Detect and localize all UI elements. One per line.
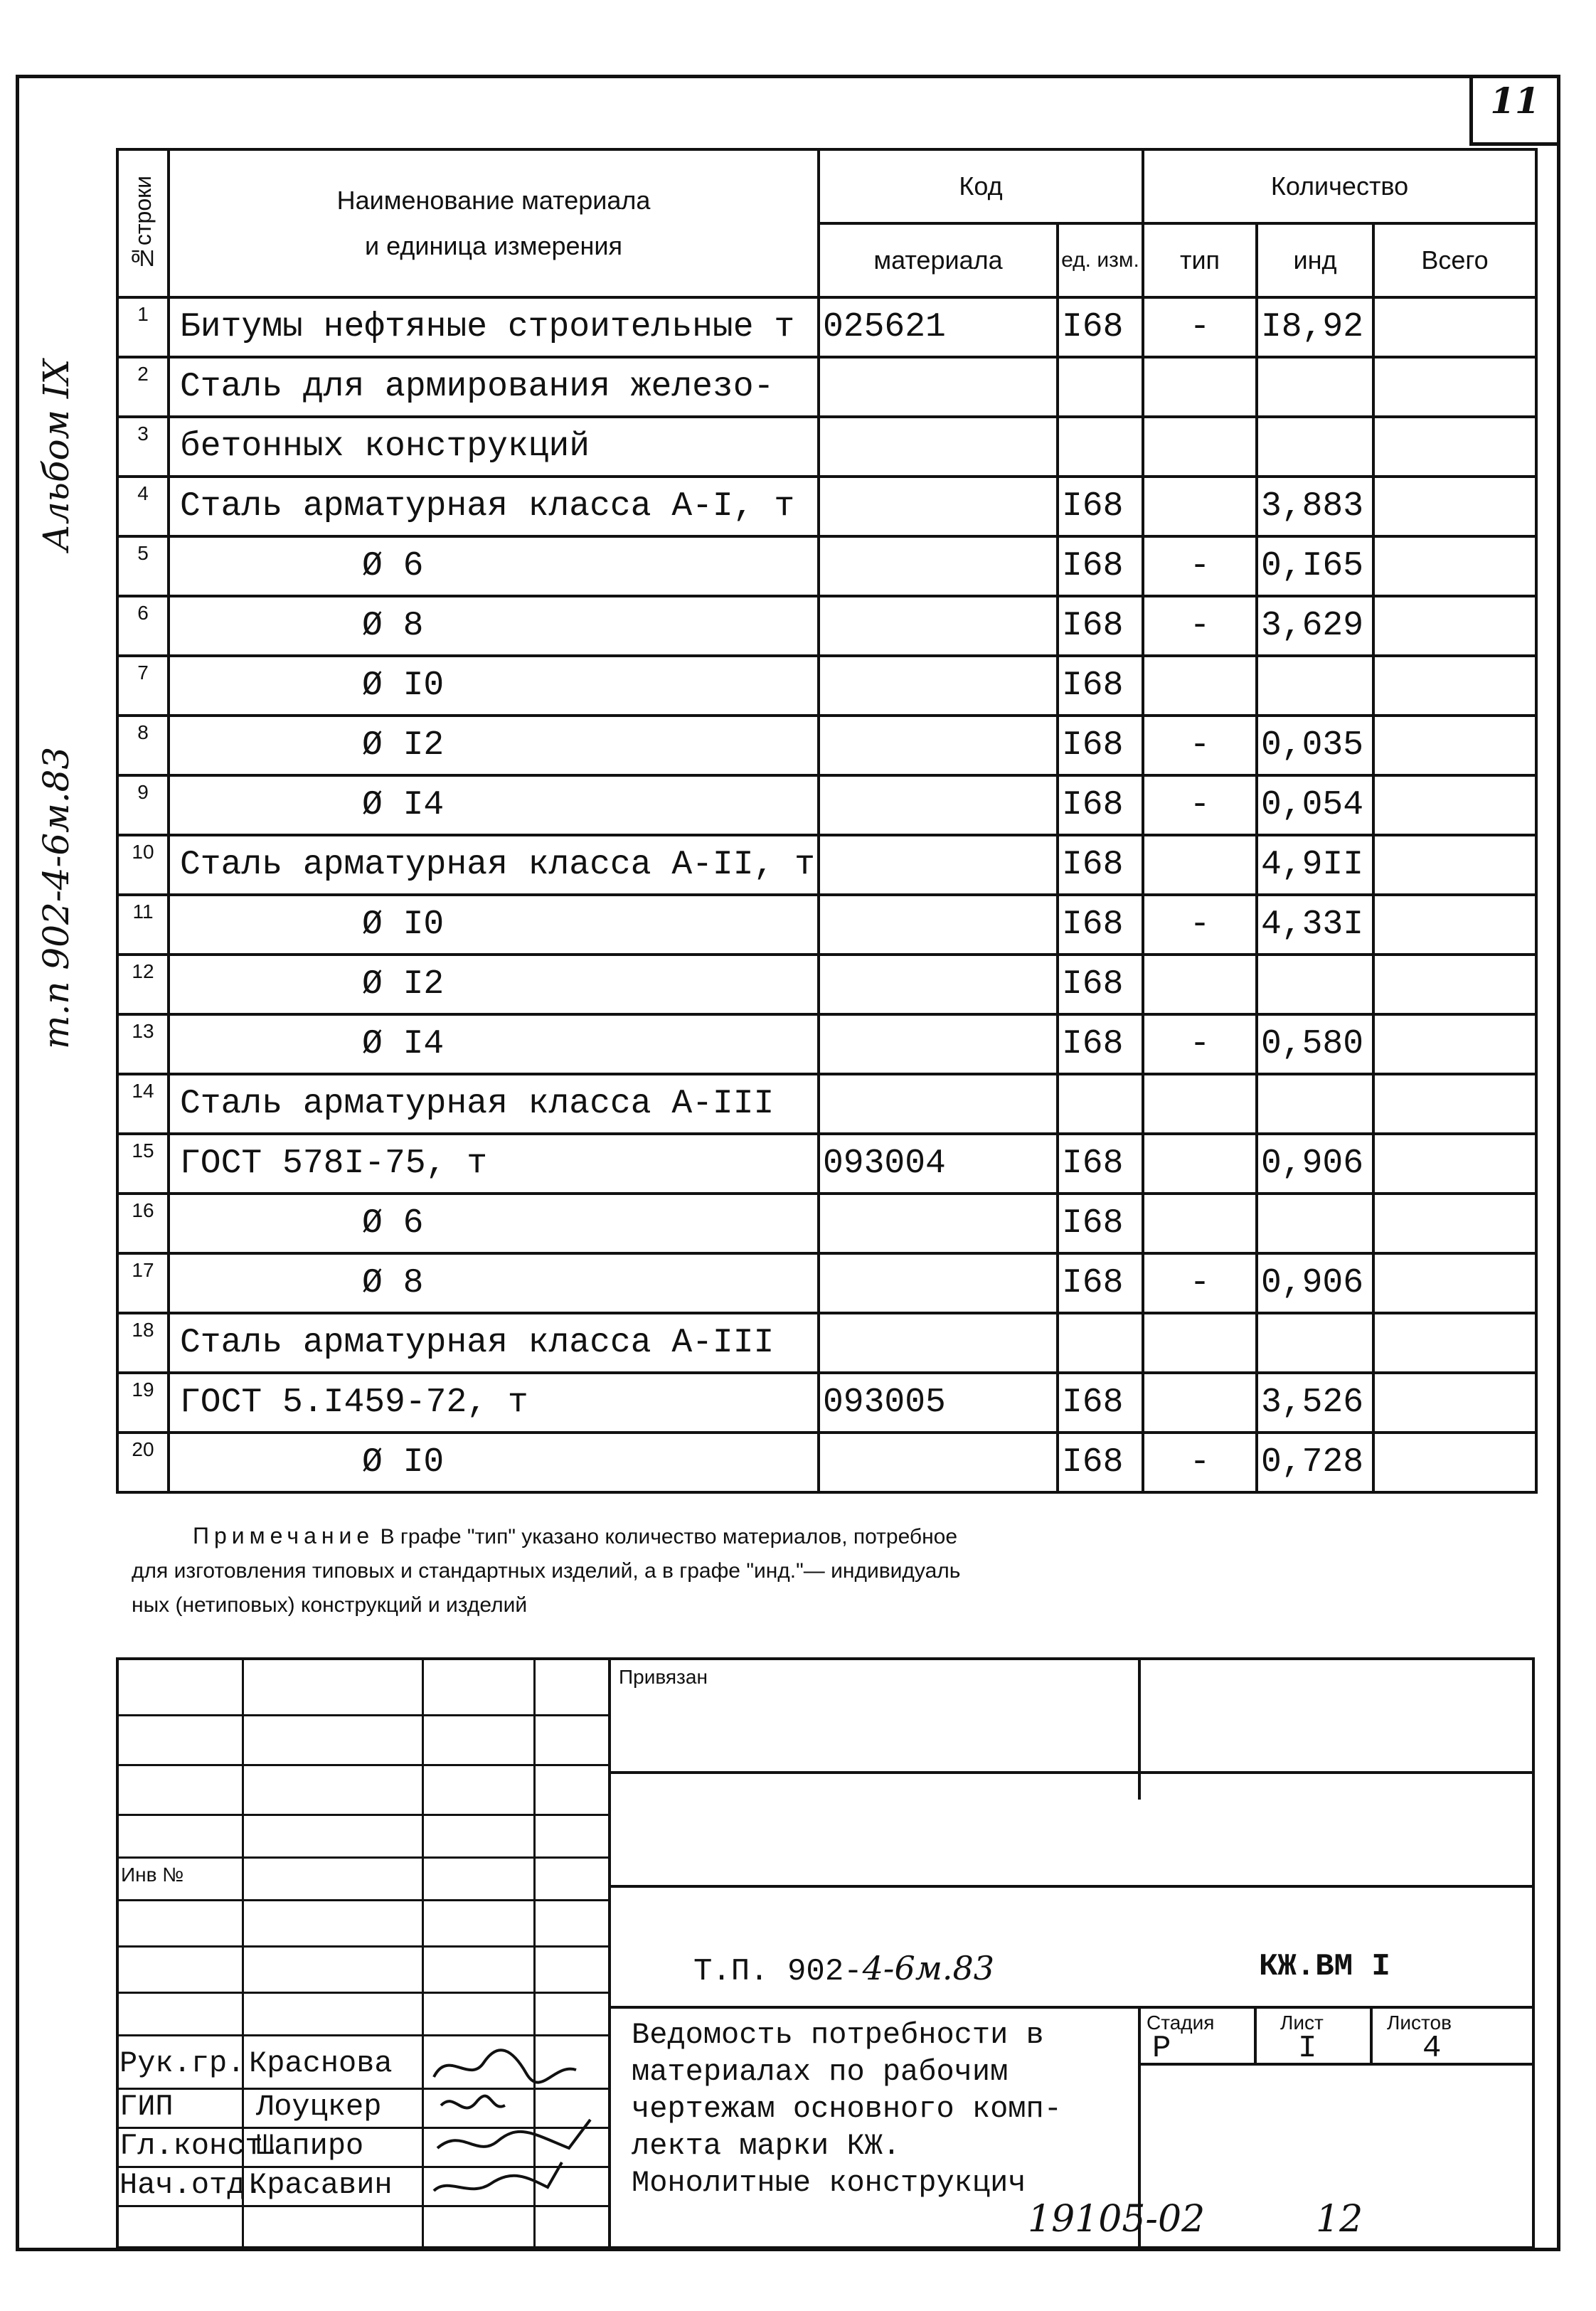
qty-total (1373, 1014, 1536, 1074)
grid-h5 (116, 1899, 608, 1901)
qty-type (1143, 1074, 1257, 1134)
row-number: 14 (117, 1074, 169, 1134)
row-number: 16 (117, 1194, 169, 1253)
qty-ind (1257, 1074, 1373, 1134)
qty-total (1373, 1074, 1536, 1134)
table-row (117, 955, 1536, 1014)
qty-ind: 0,906 (1257, 1134, 1373, 1194)
unit-code: I68 (1058, 955, 1143, 1014)
document-title: Ведомость потребности в материалах по рабочим чертежам основного комп- лекта марки КЖ. Монолитные конструкцич (632, 2018, 1062, 2200)
row-number: 15 (117, 1134, 169, 1194)
qty-type: - (1143, 596, 1257, 656)
signer-name-1: Краснова (249, 2046, 393, 2081)
qty-total (1373, 357, 1536, 417)
table-row (117, 775, 1536, 835)
unit-code: I68 (1058, 1373, 1143, 1433)
material-code (819, 1194, 1058, 1253)
qty-total (1373, 1134, 1536, 1194)
qty-type (1143, 835, 1257, 895)
qty-ind (1257, 1313, 1373, 1373)
row-number: 3 (117, 417, 169, 477)
titleblock-top-line (116, 1657, 1535, 1660)
material-code (819, 775, 1058, 835)
qty-type: - (1143, 536, 1257, 596)
unit-code (1058, 417, 1143, 477)
row-number: 5 (117, 536, 169, 596)
material-name: Ø I4 (169, 1014, 819, 1074)
grid-h6 (116, 1945, 608, 1948)
table-row (117, 1433, 1536, 1492)
row-number: 12 (117, 955, 169, 1014)
material-name: Ø 6 (169, 536, 819, 596)
row-number: 18 (117, 1313, 169, 1373)
row-number: 1 (117, 297, 169, 357)
material-code (819, 1074, 1058, 1134)
signer-role-3: Гл.конст. (119, 2129, 281, 2163)
qty-total (1373, 596, 1536, 656)
sheet-label: Лист (1280, 2012, 1324, 2034)
qty-type (1143, 417, 1257, 477)
sheet-value: I (1298, 2031, 1317, 2066)
qty-type: - (1143, 1253, 1257, 1313)
signatures (427, 2034, 605, 2248)
doc-line-top (611, 1885, 1535, 1888)
row-number: 7 (117, 656, 169, 716)
material-code (819, 536, 1058, 596)
material-code (819, 1014, 1058, 1074)
qty-type: - (1143, 1014, 1257, 1074)
unit-code: I68 (1058, 1253, 1143, 1313)
table-row (117, 835, 1536, 895)
qty-ind: 3,883 (1257, 477, 1373, 536)
signer-role-4: Нач.отд. (119, 2168, 263, 2202)
table-row (117, 1194, 1536, 1253)
qty-total (1373, 716, 1536, 775)
qty-ind: 0,580 (1257, 1014, 1373, 1074)
material-name: ГОСТ 578I-75, т (169, 1134, 819, 1194)
stage-value: Р (1152, 2031, 1171, 2066)
row-number: 11 (117, 895, 169, 955)
signer-name-3: Шапиро (256, 2129, 364, 2163)
grid-h3 (116, 1814, 608, 1816)
material-name: Ø 8 (169, 596, 819, 656)
unit-code: I68 (1058, 656, 1143, 716)
material-code (819, 716, 1058, 775)
table-row (117, 417, 1536, 477)
drawing-mark: КЖ.ВМ I (1259, 1949, 1390, 1985)
attached-line (611, 1771, 1535, 1774)
grid-h4 (116, 1856, 608, 1859)
qty-type (1143, 1373, 1257, 1433)
material-name: Ø I0 (169, 1433, 819, 1492)
qty-ind (1257, 417, 1373, 477)
material-name: Ø I2 (169, 955, 819, 1014)
material-name: Ø 6 (169, 1194, 819, 1253)
qty-ind (1257, 955, 1373, 1014)
material-name: Сталь арматурная класса А-III (169, 1074, 819, 1134)
table-row (117, 536, 1536, 596)
header-qty-total: Всего (1373, 223, 1536, 297)
attached-divider (1138, 1657, 1141, 1800)
unit-code (1058, 1074, 1143, 1134)
note-text: В графе "тип" указано количество материалов, потребное для изготовления типовых и стандартных изделий, а в графе "инд."— индивидуаль ных (нетиповых) конструкций и изделий (132, 1525, 961, 1617)
material-code: 093004 (819, 1134, 1058, 1194)
qty-total (1373, 1313, 1536, 1373)
material-name: Ø I2 (169, 716, 819, 775)
qty-ind: 0,054 (1257, 775, 1373, 835)
material-code (819, 656, 1058, 716)
material-name: Ø I0 (169, 656, 819, 716)
unit-code: I68 (1058, 536, 1143, 596)
material-code (819, 1253, 1058, 1313)
qty-total (1373, 895, 1536, 955)
qty-type: - (1143, 895, 1257, 955)
qty-total (1373, 1373, 1536, 1433)
row-number: 10 (117, 835, 169, 895)
qty-type: - (1143, 775, 1257, 835)
material-code (819, 955, 1058, 1014)
table-row (117, 297, 1536, 357)
table-row (117, 716, 1536, 775)
table-row (117, 895, 1536, 955)
qty-type: - (1143, 1433, 1257, 1492)
material-code (819, 596, 1058, 656)
material-name: ГОСТ 5.I459-72, т (169, 1373, 819, 1433)
qty-ind: 0,035 (1257, 716, 1373, 775)
titleblock-divider (608, 1657, 611, 2249)
grid-h2 (116, 1764, 608, 1766)
qty-ind: 3,629 (1257, 596, 1373, 656)
signer-role-2: ГИП (119, 2090, 174, 2124)
material-code (819, 895, 1058, 955)
header-code: Код (819, 149, 1143, 223)
grid-h7 (116, 1992, 608, 1994)
header-quantity: Количество (1143, 149, 1536, 223)
qty-ind: I8,92 (1257, 297, 1373, 357)
signer-name-4: Красавин (249, 2168, 393, 2202)
table-row (117, 1014, 1536, 1074)
qty-type (1143, 656, 1257, 716)
unit-code (1058, 1313, 1143, 1373)
unit-code: I68 (1058, 1014, 1143, 1074)
table-row (117, 1074, 1536, 1134)
material-code: 025621 (819, 297, 1058, 357)
qty-type (1143, 955, 1257, 1014)
qty-total (1373, 536, 1536, 596)
materials-table (116, 148, 1538, 1494)
row-number: 2 (117, 357, 169, 417)
side-album-label: Альбом IX (36, 358, 77, 551)
table-row (117, 357, 1536, 417)
material-name: Битумы нефтяные строительные т (169, 297, 819, 357)
header-name: Наименование материала и единица измерения (169, 149, 819, 297)
archive-page: 12 (1316, 2198, 1363, 2241)
unit-code: I68 (1058, 895, 1143, 955)
qty-ind (1257, 656, 1373, 716)
qty-type: - (1143, 297, 1257, 357)
header-qty-ind: инд (1257, 223, 1373, 297)
qty-total (1373, 1433, 1536, 1492)
inv-no-label: Инв № (121, 1864, 184, 1886)
material-code: 093005 (819, 1373, 1058, 1433)
doc-number (693, 1949, 994, 1989)
signer-role-1: Рук.гр. (119, 2046, 245, 2081)
grid-v2 (422, 1657, 424, 2249)
material-name: Сталь арматурная класса А-III (169, 1313, 819, 1373)
qty-total (1373, 297, 1536, 357)
material-name: бетонных конструкций (169, 417, 819, 477)
row-number: 4 (117, 477, 169, 536)
unit-code: I68 (1058, 596, 1143, 656)
row-number: 13 (117, 1014, 169, 1074)
qty-type (1143, 357, 1257, 417)
material-name: Ø I4 (169, 775, 819, 835)
qty-type (1143, 1194, 1257, 1253)
unit-code: I68 (1058, 297, 1143, 357)
unit-code: I68 (1058, 716, 1143, 775)
unit-code: I68 (1058, 1433, 1143, 1492)
qty-type: - (1143, 716, 1257, 775)
sheets-label: Листов (1387, 2012, 1452, 2034)
row-number: 19 (117, 1373, 169, 1433)
archive-number: 19105-02 (1028, 2198, 1206, 2241)
material-code (819, 835, 1058, 895)
note-block (132, 1519, 985, 1622)
row-number: 8 (117, 716, 169, 775)
table-row (117, 1134, 1536, 1194)
qty-ind (1257, 357, 1373, 417)
material-code (819, 477, 1058, 536)
material-code (819, 357, 1058, 417)
unit-code (1058, 357, 1143, 417)
side-project-label: т.п 902-4-6м.83 (36, 746, 77, 1049)
titleblock-right (1532, 1657, 1535, 2249)
attached-label: Привязан (619, 1666, 708, 1688)
unit-code: I68 (1058, 1134, 1143, 1194)
doc-number-prefix: Т.П. 902- (693, 1954, 863, 1989)
sheet-mark: 11 (1490, 80, 1540, 122)
qty-total (1373, 477, 1536, 536)
qty-ind: 4,9II (1257, 835, 1373, 895)
unit-code: I68 (1058, 477, 1143, 536)
table-row (117, 1373, 1536, 1433)
table-row (117, 596, 1536, 656)
unit-code: I68 (1058, 835, 1143, 895)
row-number: 20 (117, 1433, 169, 1492)
sheet-divider-2 (1370, 2006, 1373, 2063)
qty-total (1373, 1194, 1536, 1253)
header-row-no: №строки (117, 149, 169, 297)
material-name: Ø 8 (169, 1253, 819, 1313)
qty-total (1373, 955, 1536, 1014)
table-row (117, 656, 1536, 716)
unit-code: I68 (1058, 775, 1143, 835)
material-name: Сталь арматурная класса А-II, т (169, 835, 819, 895)
material-code (819, 1433, 1058, 1492)
qty-total (1373, 1253, 1536, 1313)
stage-line (1138, 2063, 1535, 2066)
material-code (819, 417, 1058, 477)
titleblock-bottom (116, 2246, 1535, 2249)
qty-type (1143, 1134, 1257, 1194)
row-number: 9 (117, 775, 169, 835)
titleblock-left (116, 1657, 119, 2249)
material-name: Ø I0 (169, 895, 819, 955)
qty-type (1143, 1313, 1257, 1373)
qty-ind: 0,906 (1257, 1253, 1373, 1313)
qty-type (1143, 477, 1257, 536)
grid-h1 (116, 1714, 608, 1716)
qty-total (1373, 417, 1536, 477)
qty-ind: 4,33I (1257, 895, 1373, 955)
table-row (117, 477, 1536, 536)
row-number: 17 (117, 1253, 169, 1313)
row-number: 6 (117, 596, 169, 656)
qty-ind: 0,728 (1257, 1433, 1373, 1492)
material-name: Сталь арматурная класса А-I, т (169, 477, 819, 536)
table-row (117, 1313, 1536, 1373)
qty-total (1373, 835, 1536, 895)
qty-ind: 3,526 (1257, 1373, 1373, 1433)
doc-number-suffix: 4-6м.83 (862, 1949, 995, 1987)
note-heading: Примечание (193, 1523, 375, 1548)
signer-name-2: Лоуцкер (256, 2090, 382, 2124)
qty-ind (1257, 1194, 1373, 1253)
sheets-value: 4 (1422, 2031, 1442, 2066)
doc-line-bottom (611, 2006, 1535, 2009)
material-name: Сталь для армирования железо- (169, 357, 819, 417)
unit-code: I68 (1058, 1194, 1143, 1253)
qty-ind: 0,I65 (1257, 536, 1373, 596)
table-row (117, 1253, 1536, 1313)
qty-total (1373, 775, 1536, 835)
header-code-material: материала (819, 223, 1058, 297)
header-code-unit: ед. изм. (1058, 223, 1143, 297)
header-qty-type: тип (1143, 223, 1257, 297)
qty-total (1373, 656, 1536, 716)
stage-label: Стадия (1147, 2012, 1215, 2034)
sheet-divider-1 (1254, 2006, 1257, 2063)
material-code (819, 1313, 1058, 1373)
